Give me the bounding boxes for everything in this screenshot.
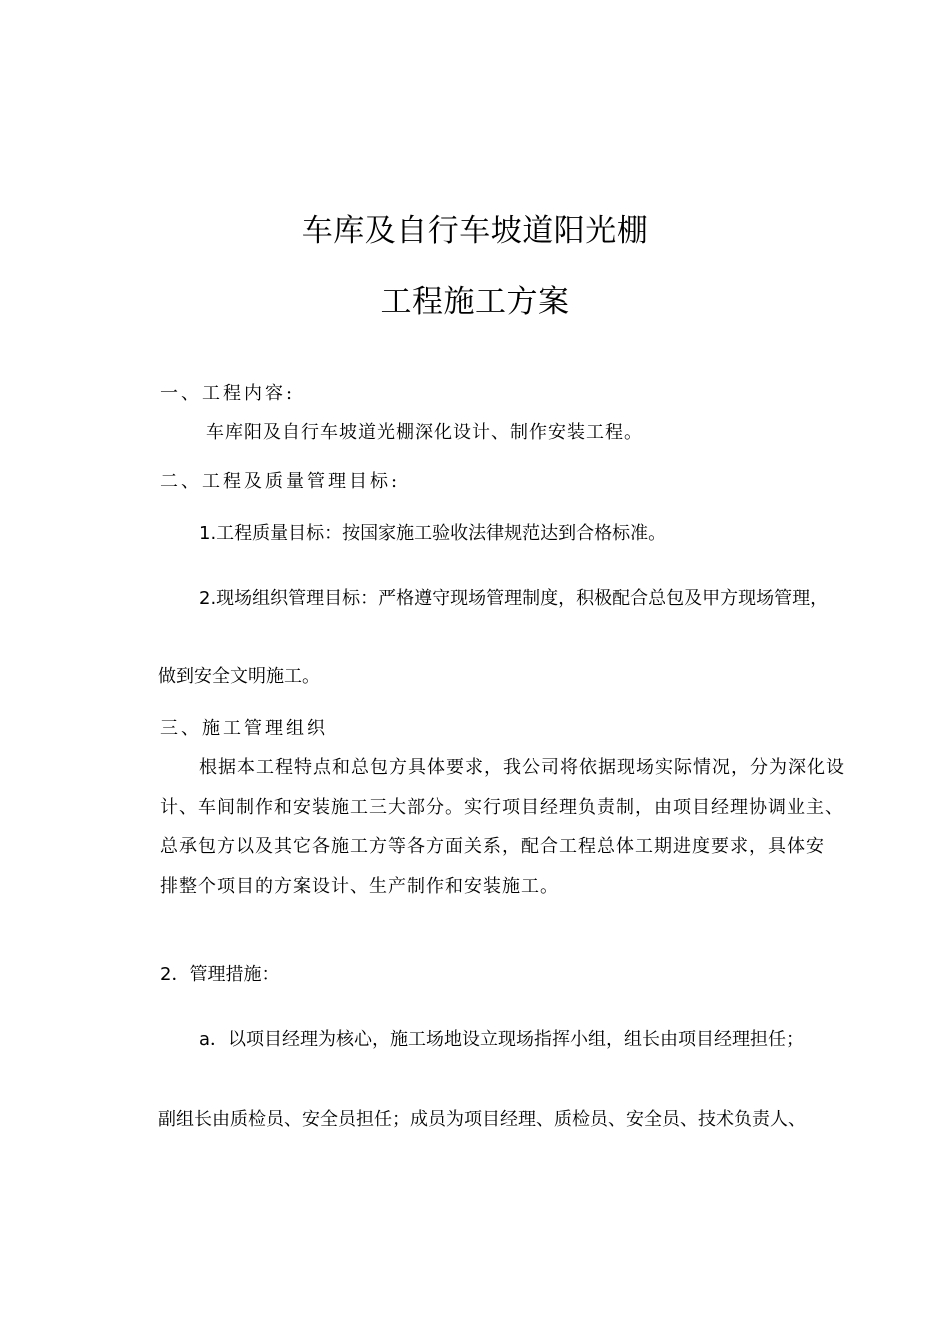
measures-heading: 2．管理措施： [160, 964, 280, 985]
section3-para-line: 总承包方以及其它各施工方等各方面关系，配合工程总体工期进度要求，具体安 [160, 836, 825, 857]
document-title-line1: 车库及自行车坡道阳光棚 [301, 213, 649, 249]
section2-item2-line1: 2.现场组织管理目标：严格遵守现场管理制度，积极配合总包及甲方现场管理， [199, 588, 829, 609]
section2-item2-line2: 做到安全文明施工。 [158, 666, 320, 687]
section1-body: 车库阳及自行车坡道光棚深化设计、制作安装工程。 [206, 422, 643, 443]
section2-heading: 二、工程及质量管理目标: [160, 471, 401, 492]
section3-para-line: 根据本工程特点和总包方具体要求，我公司将依据现场实际情况，分为深化设 [199, 757, 845, 778]
section3-para-line: 计、车间制作和安装施工三大部分。实行项目经理负责制，由项目经理协调业主、 [160, 797, 844, 818]
section3-heading: 三、施工管理组织 [160, 718, 328, 739]
section1-heading: 一、工程内容: [160, 383, 296, 404]
measures-item-a-line1: a．以项目经理为核心，施工场地设立现场指挥小组，组长由项目经理担任； [199, 1029, 805, 1050]
section2-item1: 1.工程质量目标：按国家施工验收法律规范达到合格标准。 [199, 523, 667, 544]
document-title-line2: 工程施工方案 [380, 284, 570, 320]
section3-para-line: 排整个项目的方案设计、生产制作和安装施工。 [160, 876, 559, 897]
measures-item-a-line2: 副组长由质检员、安全员担任；成员为项目经理、质检员、安全员、技术负责人、 [158, 1109, 806, 1130]
